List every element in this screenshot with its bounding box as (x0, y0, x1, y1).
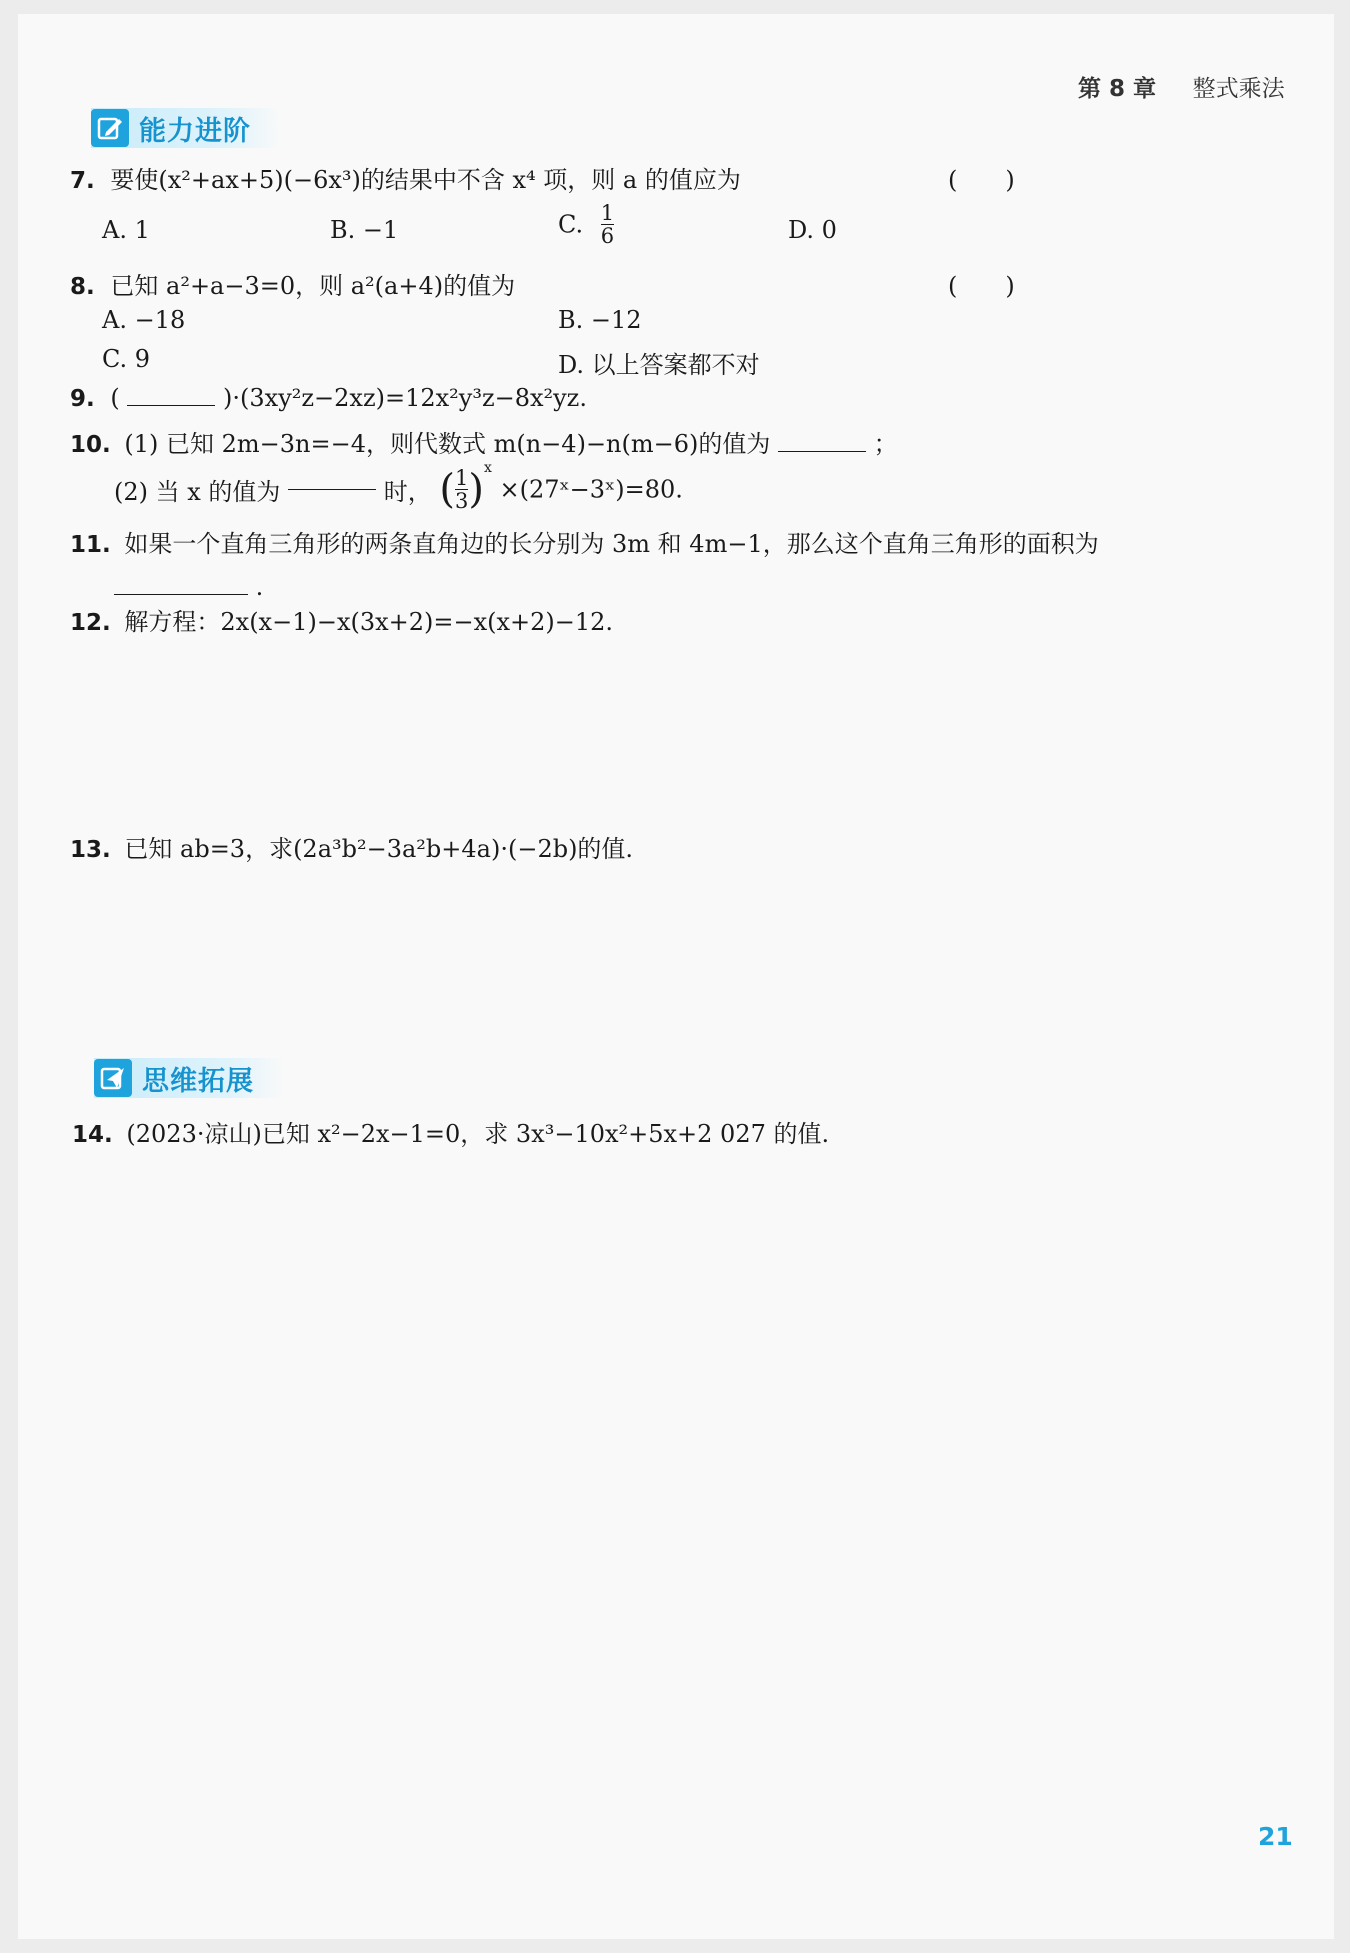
chapter-label: 第 8 章 (1078, 76, 1157, 102)
question-text: (2023·凉山)已知 x²−2x−1=0，求 3x³−10x²+5x+2 027 的值. (126, 1120, 830, 1148)
option-a: A. 1 (102, 216, 150, 244)
question-text-post: )·(3xy²z−2xz)=12x²y³z−8x²yz. (223, 384, 587, 412)
fraction-denominator: 6 (600, 224, 615, 249)
paper-plane-icon (94, 1059, 132, 1097)
question-7 (70, 160, 741, 195)
question-11-blank-line (114, 570, 263, 601)
page-number: 21 (1258, 1822, 1293, 1851)
option-b: B. −12 (558, 306, 642, 334)
question-14 (72, 1114, 829, 1149)
page (18, 14, 1334, 1939)
answer-blank[interactable] (288, 489, 376, 490)
question-text-end: ； (873, 430, 898, 458)
question-number: 8. (70, 274, 95, 300)
chapter-title: 整式乘法 (1192, 76, 1285, 102)
question-text-post: ×(27ˣ−3ˣ)=80. (499, 475, 683, 504)
question-9 (70, 384, 587, 412)
question-number: 12. (70, 610, 111, 636)
question-13 (70, 829, 633, 864)
option-d: D. 以上答案都不对 (558, 351, 760, 379)
answer-paren: ( ) (948, 272, 1015, 300)
option-d: D. 0 (788, 216, 837, 244)
question-text-mid: 时， (383, 478, 432, 506)
exponent: x (483, 460, 492, 476)
fraction (455, 467, 468, 512)
option-b: B. −1 (330, 216, 399, 244)
answer-blank[interactable] (778, 451, 866, 452)
fraction-numerator: 1 (600, 201, 615, 225)
question-number: 13. (70, 837, 111, 863)
option-a: A. −18 (102, 306, 186, 334)
option-c-label: C. (558, 210, 584, 239)
question-number: 7. (70, 168, 95, 194)
question-text: 已知 ab=3，求(2a³b²−3a²b+4a)·(−2b)的值. (124, 835, 634, 863)
answer-blank[interactable] (127, 405, 215, 406)
answer-paren: ( ) (948, 166, 1015, 194)
option-c: C. 9 (102, 345, 151, 373)
question-10-part-2: (2) 当 x 的值为 时， ( $\frac{1}{3}$ )$^x$ ×(27ˣ−3ˣ)=80. (114, 460, 683, 513)
question-8 (70, 266, 515, 301)
question-text-end: . (255, 573, 264, 601)
question-text: 已知 a²+a−3=0，则 a²(a+4)的值为 (110, 272, 516, 300)
question-12 (70, 602, 613, 637)
section-title: 能力进阶 (139, 115, 251, 147)
pencil-edit-icon (91, 109, 129, 147)
question-number: 11. (70, 532, 111, 558)
question-text-pre: ( (110, 384, 120, 412)
question-number: 14. (72, 1122, 113, 1148)
question-text: (1) 已知 2m−3n=−4，则代数式 m(n−4)−n(m−6)的值为 (124, 430, 771, 458)
running-header (1078, 70, 1285, 103)
section-ability (91, 108, 281, 148)
question-10 (70, 424, 898, 459)
section-thinking (94, 1058, 284, 1098)
question-text: 如果一个直角三角形的两条直角边的长分别为 3m 和 4m−1，那么这个直角三角形的面积为 (124, 530, 1099, 558)
question-number: 10. (70, 432, 111, 458)
question-number: 9. (70, 386, 95, 412)
option-c (558, 202, 614, 247)
question-11 (70, 524, 1099, 559)
section-title: 思维拓展 (142, 1065, 254, 1097)
fraction (601, 202, 614, 247)
question-text: 解方程：2x(x−1)−x(3x+2)=−x(x+2)−12. (124, 608, 614, 636)
fraction-numerator: 1 (454, 465, 469, 490)
fraction-denominator: 3 (454, 489, 469, 513)
question-text-pre: (2) 当 x 的值为 (114, 478, 281, 506)
question-text: 要使(x²+ax+5)(−6x³)的结果中不含 x⁴ 项，则 a 的值应为 (110, 166, 741, 194)
answer-blank[interactable] (114, 570, 248, 595)
